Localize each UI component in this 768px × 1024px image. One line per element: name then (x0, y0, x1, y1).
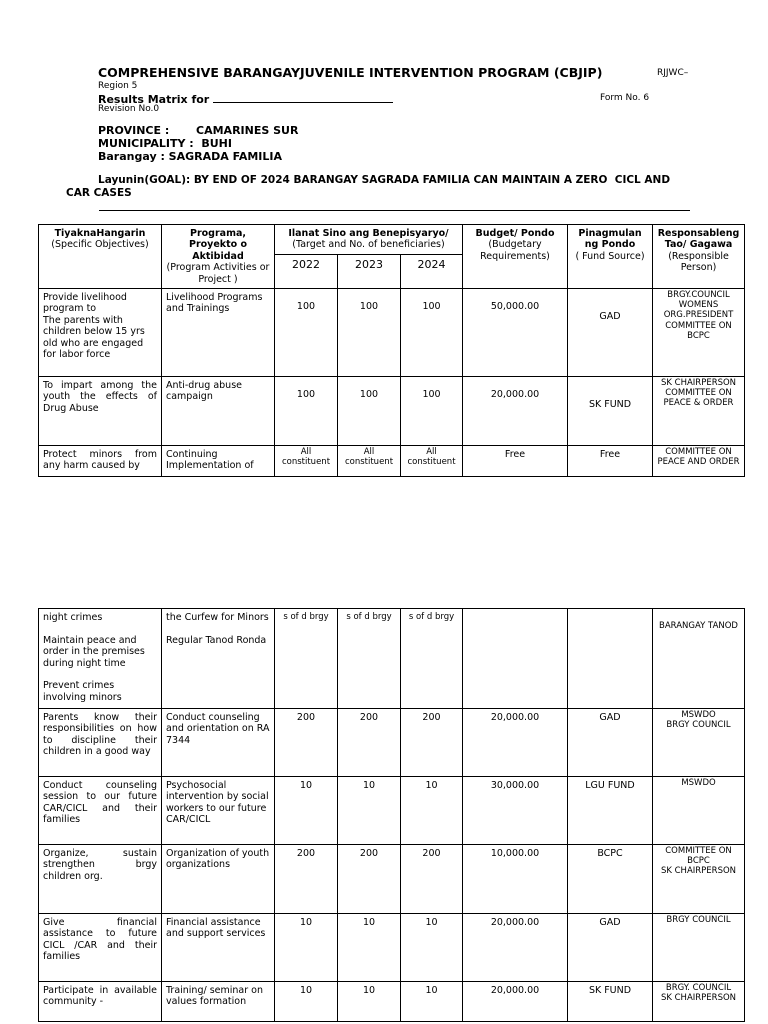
objective-cell: Provide livelihood program to The parents with children below 15 yrs old who are engaged for labor force (39, 289, 162, 377)
target-2023-cell: All constituent (338, 446, 401, 477)
objective-cell: night crimes Maintain peace and order in the premises during night time Prevent crimes involving minors (39, 609, 162, 709)
responsible-cell: MSWDO BRGY COUNCIL (653, 709, 745, 777)
results-table-page-2 (38, 608, 745, 1022)
budget-cell: 20,000.00 (463, 914, 568, 982)
budget-cell: 20,000.00 (463, 709, 568, 777)
objective-cell: Protect minors from any harm caused by (39, 446, 162, 477)
target-2023-cell: 10 (338, 914, 401, 982)
budget-cell: 30,000.00 (463, 777, 568, 845)
target-2024-cell: 10 (401, 982, 463, 1022)
target-2022-cell: 10 (275, 982, 338, 1022)
table-row (39, 289, 745, 377)
program-cell: the Curfew for Minors Regular Tanod Ronda (162, 609, 275, 709)
budget-cell: 50,000.00 (463, 289, 568, 377)
target-2022-cell: 200 (275, 709, 338, 777)
program-cell: Financial assistance and support services (162, 914, 275, 982)
budget-cell: 20,000.00 (463, 377, 568, 446)
municipality-label: MUNICIPALITY : BUHI (98, 137, 232, 150)
results-matrix-label: Results Matrix for (98, 93, 210, 106)
program-cell: Continuing Implementation of (162, 446, 275, 477)
target-2023-cell: 200 (338, 709, 401, 777)
program-cell: Conduct counseling and orientation on RA 7344 (162, 709, 275, 777)
header-program: Programa, Proyekto o Aktibidad (Program Activities or Project ) (162, 225, 275, 289)
objective-cell: Conduct counseling session to our future CAR/CICL and their families (39, 777, 162, 845)
budget-cell (463, 609, 568, 709)
fund-source-cell: BCPC (568, 845, 653, 914)
target-2022-cell: 100 (275, 289, 338, 377)
goal-line-2: CAR CASES (66, 187, 132, 199)
target-2023-cell: 200 (338, 845, 401, 914)
header-year-2023: 2023 (338, 255, 401, 289)
program-cell: Training/ seminar on values formation (162, 982, 275, 1022)
budget-cell: Free (463, 446, 568, 477)
target-2024-cell: 100 (401, 377, 463, 446)
program-cell: Livelihood Programs and Trainings (162, 289, 275, 377)
table-row (39, 709, 745, 777)
responsible-cell: BRGY.COUNCIL WOMENS ORG.PRESIDENT COMMITTEE ON BCPC (653, 289, 745, 377)
target-2024-cell: All constituent (401, 446, 463, 477)
objective-cell: Organize, sustain strengthen brgy children org. (39, 845, 162, 914)
header-year-2024: 2024 (401, 255, 463, 289)
header-target: Ilanat Sino ang Benepisyaryo/ (Target and No. of beneficiaries) (275, 225, 463, 255)
target-2024-cell: 10 (401, 777, 463, 845)
table-row (39, 446, 745, 477)
form-code: RJJWC– (657, 68, 689, 78)
target-2024-cell: 200 (401, 845, 463, 914)
target-2023-cell: 10 (338, 777, 401, 845)
program-cell: Psychosocial intervention by social workers to our future CAR/CICL (162, 777, 275, 845)
objective-cell: Parents know their responsibilities on how to discipline their children in a good way (39, 709, 162, 777)
target-2023-cell: 100 (338, 289, 401, 377)
header-budget: Budget/ Pondo (Budgetary Requirements) (463, 225, 568, 289)
objective-cell: To impart among the youth the effects of Drug Abuse (39, 377, 162, 446)
fund-source-cell: GAD (568, 914, 653, 982)
fund-source-cell: GAD (568, 709, 653, 777)
objective-cell: Give financial assistance to future CICL /CAR and their families (39, 914, 162, 982)
fund-source-cell: Free (568, 446, 653, 477)
table-row (39, 982, 745, 1022)
program-cell: Anti-drug abuse campaign (162, 377, 275, 446)
responsible-cell: COMMITTEE ON BCPC SK CHAIRPERSON (653, 845, 745, 914)
target-2022-cell: 100 (275, 377, 338, 446)
header-fund-source: Pinagmulan ng Pondo ( Fund Source) (568, 225, 653, 289)
program-cell: Organization of youth organizations (162, 845, 275, 914)
goal-underline (99, 210, 690, 211)
target-2024-cell: 100 (401, 289, 463, 377)
document-title: COMPREHENSIVE BARANGAYJUVENILE INTERVENTION PROGRAM (CBJIP) (98, 65, 603, 80)
target-2022-cell: s of d brgy (275, 609, 338, 709)
fund-source-cell: GAD (568, 289, 653, 377)
objective-cell: Participate in available community - (39, 982, 162, 1022)
target-2024-cell: s of d brgy (401, 609, 463, 709)
target-2024-cell: 200 (401, 709, 463, 777)
responsible-cell: BRGY. COUNCIL SK CHAIRPERSON (653, 982, 745, 1022)
header-objectives: TiyaknaHangarin (Specific Objectives) (39, 225, 162, 289)
responsible-cell: BARANGAY TANOD (653, 609, 745, 709)
results-matrix-blank (213, 91, 393, 103)
responsible-cell: MSWDO (653, 777, 745, 845)
fund-source-cell: SK FUND (568, 377, 653, 446)
header-responsible: Responsableng Tao/ Gagawa (Responsible Person) (653, 225, 745, 289)
header-year-2022: 2022 (275, 255, 338, 289)
target-2023-cell: 10 (338, 982, 401, 1022)
target-2022-cell: 200 (275, 845, 338, 914)
table-row (39, 845, 745, 914)
table-row (39, 377, 745, 446)
region-label: Region 5 (98, 81, 138, 91)
responsible-cell: COMMITTEE ON PEACE AND ORDER (653, 446, 745, 477)
table-row (39, 609, 745, 709)
fund-source-cell: LGU FUND (568, 777, 653, 845)
responsible-cell: BRGY COUNCIL (653, 914, 745, 982)
budget-cell: 10,000.00 (463, 845, 568, 914)
results-table-page-1 (38, 224, 745, 477)
fund-source-cell (568, 609, 653, 709)
form-number: Form No. 6 (600, 93, 650, 103)
revision-label: Revision No.0 (98, 104, 160, 114)
table-row (39, 914, 745, 982)
target-2023-cell: s of d brgy (338, 609, 401, 709)
responsible-cell: SK CHAIRPERSON COMMITTEE ON PEACE & ORDER (653, 377, 745, 446)
target-2022-cell: 10 (275, 777, 338, 845)
target-2023-cell: 100 (338, 377, 401, 446)
province-label: PROVINCE : CAMARINES SUR (98, 124, 299, 137)
goal-line-1: Layunin(GOAL): BY END OF 2024 BARANGAY SAGRADA FAMILIA CAN MAINTAIN A ZERO CICL AND (98, 174, 671, 186)
barangay-label: Barangay : SAGRADA FAMILIA (98, 150, 283, 163)
target-2022-cell: All constituent (275, 446, 338, 477)
fund-source-cell: SK FUND (568, 982, 653, 1022)
target-2024-cell: 10 (401, 914, 463, 982)
table-row (39, 777, 745, 845)
target-2022-cell: 10 (275, 914, 338, 982)
budget-cell: 20,000.00 (463, 982, 568, 1022)
